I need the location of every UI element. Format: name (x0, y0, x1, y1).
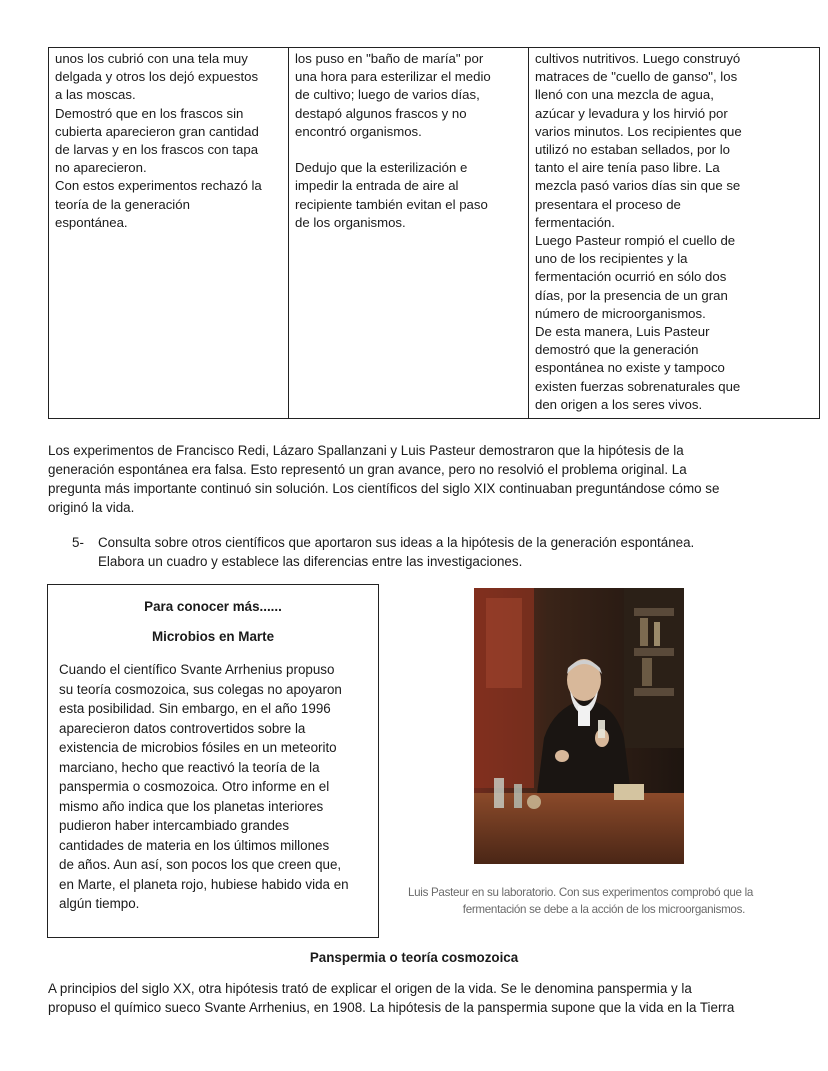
info-box-line: panspermia o cosmozoica. Otro informe en el (59, 779, 330, 794)
cell-line: llenó con una mezcla de agua, (535, 87, 714, 103)
paragraph-line: A principios del siglo XX, otra hipótesis trató de explicar el origen de la vida. Se le denomina panspermia y la (48, 981, 692, 996)
cell-line: días, por la presencia de un gran (535, 287, 728, 303)
cell-line: fermentación. (535, 214, 615, 230)
task-line: Consulta sobre otros científicos que aportaron sus ideas a la hipótesis de la generación espontánea. (98, 535, 695, 550)
info-box (47, 584, 379, 938)
section-title: Panspermia o teoría cosmozoica (309, 950, 519, 965)
cell-line: delgada y otros los dejó expuestos (55, 69, 259, 85)
caption-line: fermentación se debe a la acción de los microorganismos. (462, 903, 745, 916)
task-item (72, 533, 792, 571)
cell-line: presentara el proceso de (535, 196, 681, 212)
table-cell-spallanzani (289, 48, 529, 419)
table-cell-redi (49, 48, 289, 419)
task-line: Elabora un cuadro y establece las diferencias entre las investigaciones. (98, 554, 523, 569)
info-box-line: algún tiempo. (59, 896, 140, 911)
cell-line: utilizó no estaban sellados, por lo (535, 142, 731, 158)
cell-line: una hora para esterilizar el medio (295, 69, 491, 85)
cell-line: varios minutos. Los recipientes que (535, 123, 742, 139)
cell-line: tanto el aire tenía paso libre. La (535, 160, 720, 176)
cell-line: Demostró que en los frascos sin (55, 105, 244, 121)
info-box-line: mismo año indica que los planetas interiores (59, 798, 324, 814)
cell-line: fermentación ocurrió en sólo dos (535, 269, 727, 285)
paragraph-line: originó la vida. (48, 500, 135, 515)
cell-line: matraces de "cuello de ganso", los (535, 69, 738, 85)
cell-line: espontánea no existe y tampoco (535, 360, 725, 376)
paragraph-line: generación espontánea era falsa. Esto representó un gran avance, pero no resolvió el problema original. La (48, 462, 687, 477)
info-box-line: pudieron haber intercambiado grandes (59, 818, 290, 833)
info-box-body (59, 660, 379, 914)
info-box-line: esta posibilidad. Sin embargo, en el año 1996 (59, 701, 331, 716)
info-box-line: su teoría cosmozoica, sus colegas no apoyaron (59, 681, 342, 697)
photo-caption (408, 884, 753, 918)
cell-line: Con estos experimentos rechazó la (55, 178, 262, 194)
info-box-heading: Para conocer más...... (144, 599, 282, 614)
closing-paragraph (48, 979, 808, 1017)
paragraph-line: Los experimentos de Francisco Redi, Lázaro Spallanzani y Luis Pasteur demostraron que la hipótesis de la (48, 443, 684, 458)
cell-line: impedir la entrada de aire al (295, 178, 459, 194)
info-box-line: cantidades de materia en los últimos millones (59, 837, 330, 853)
table-cell-pasteur (529, 48, 820, 419)
info-box-line: aparecieron datos controvertidos sobre la (59, 720, 306, 736)
info-box-subheading: Microbios en Marte (151, 629, 275, 644)
portrait-illustration-icon (474, 588, 684, 864)
cell-line: cubierta aparecieron gran cantidad (55, 123, 259, 139)
paragraph-line: propuso el químico sueco Svante Arrhenius, en 1908. La hipótesis de la panspermia supone que la vida en la Tierra (48, 1000, 735, 1015)
cell-line: azúcar y levadura y los hirvió por (535, 105, 728, 121)
cell-line: espontánea. (55, 214, 128, 230)
cell-line: destapó algunos frascos y no (295, 105, 467, 121)
cell-line: los puso en "baño de maría" por (295, 51, 484, 66)
cell-line: de los organismos. (295, 214, 406, 230)
cell-line: teoría de la generación (55, 196, 190, 212)
cell-line: den origen a los seres vivos. (535, 396, 703, 412)
info-box-line: existencia de microbios fósiles en un meteorito (59, 740, 337, 755)
cell-line: cultivos nutritivos. Luego construyó (535, 51, 741, 66)
cell-line: de larvas y en los frascos con tapa (55, 142, 259, 158)
cell-line: unos los cubrió con una tela muy (55, 51, 248, 66)
info-box-line: Cuando el científico Svante Arrhenius propuso (59, 662, 335, 677)
info-box-line: de años. Aun así, son pocos los que creen que, (59, 857, 342, 872)
cell-line: uno de los recipientes y la (535, 251, 688, 267)
experiments-table (48, 47, 820, 419)
cell-line: de cultivo; luego de varios días, (295, 87, 480, 103)
cell-line: a las moscas. (55, 87, 136, 103)
info-box-line: marciano, hecho que reactivó la teoría de la (59, 759, 320, 775)
cell-line: mezcla pasó varios días sin que se (535, 178, 741, 194)
cell-line: encontró organismos. (295, 123, 422, 139)
info-box-line: en Marte, el planeta rojo, hubiese habido vida en (59, 876, 349, 892)
cell-line: demostró que la generación (535, 342, 699, 358)
pasteur-photo (474, 588, 684, 864)
cell-line: existen fuerzas sobrenaturales que (535, 378, 741, 394)
cell-line: recipiente también evitan el paso (295, 196, 488, 212)
table-row (49, 48, 820, 419)
cell-line: número de microorganismos. (535, 305, 706, 321)
cell-line: Dedujo que la esterilización e (295, 160, 468, 176)
cell-blank-line (295, 141, 522, 159)
caption-line: Luis Pasteur en su laboratorio. Con sus experimentos comprobó que la (408, 886, 754, 899)
paragraph-line: pregunta más importante continuó sin solución. Los científicos del siglo XIX continuaban preguntándose cómo se (48, 481, 720, 496)
task-number: 5- (72, 535, 84, 550)
cell-line: no aparecieron. (55, 160, 147, 176)
cell-line: De esta manera, Luis Pasteur (535, 324, 710, 340)
cell-line: Luego Pasteur rompió el cuello de (535, 233, 736, 249)
summary-paragraph (48, 441, 788, 517)
